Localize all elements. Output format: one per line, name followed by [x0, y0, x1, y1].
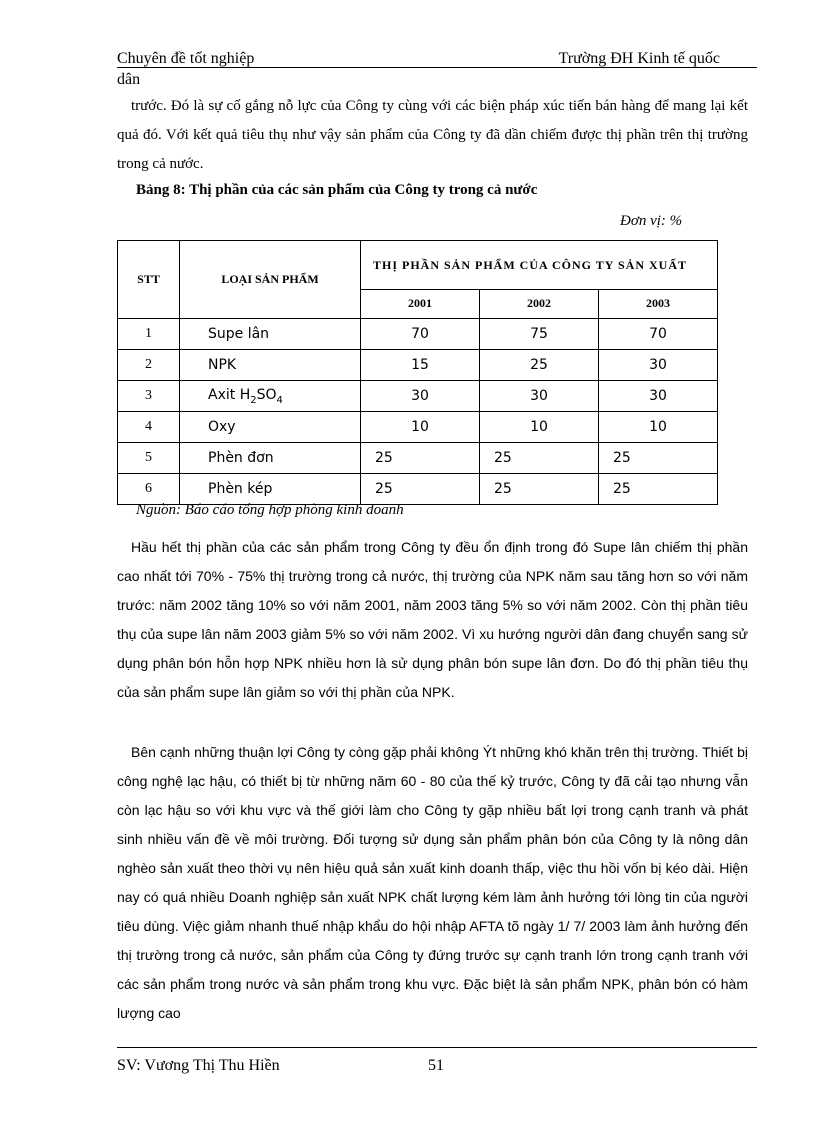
product-name-middle: SO — [256, 386, 277, 403]
table-row — [118, 474, 718, 505]
header-left-text: Chuyên đề tốt nghiệp — [117, 50, 255, 67]
product-name-subscript: 4 — [276, 394, 283, 406]
page-number: 51 — [428, 1057, 444, 1074]
year-header: 2002 — [479, 289, 598, 318]
cell-value: 25 — [479, 350, 598, 381]
cell-value: 70 — [361, 319, 480, 350]
cell-value: 10 — [361, 412, 480, 443]
table-row — [118, 319, 718, 350]
cell-value: 75 — [479, 319, 598, 350]
year-header: 2001 — [361, 289, 480, 318]
table-source: Nguồn: Báo cáo tổng hợp phòng kinh doanh — [136, 502, 404, 518]
table-header-row — [118, 241, 718, 290]
cell-product — [180, 381, 361, 412]
table-row — [118, 381, 718, 412]
table-title: Bảng 8: Thị phần của các sản phẩm của Công ty trong cả nước — [136, 182, 538, 198]
col-group-header: THỊ PHẦN SẢN PHẨM CỦA CÔNG TY SẢN XUẤT — [361, 241, 718, 290]
cell-value: 10 — [479, 412, 598, 443]
cell-stt: 6 — [118, 474, 180, 505]
header-rule — [117, 67, 757, 68]
cell-product: Supe lân — [180, 319, 361, 350]
table-row — [118, 412, 718, 443]
cell-value: 30 — [479, 381, 598, 412]
market-share-table — [117, 240, 718, 505]
col-product-header: LOẠI SẢN PHẨM — [180, 241, 361, 319]
table-row — [118, 443, 718, 474]
cell-value: 10 — [598, 412, 717, 443]
cell-stt: 2 — [118, 350, 180, 381]
cell-stt: 1 — [118, 319, 180, 350]
cell-value: 70 — [598, 319, 717, 350]
cell-value: 25 — [479, 443, 598, 474]
cell-value: 30 — [361, 381, 480, 412]
footer-rule — [117, 1047, 757, 1048]
paragraph-1: trước. Đó là sự cố gắng nỗ lực của Công ty cùng với các biện pháp xúc tiến bán hàng để mang lại kết quả đó. Với kết quả tiêu thụ như vậy sản phẩm của Công ty đã dần chiếm được thị phần trên thị trường trong cả nước. — [117, 98, 748, 172]
col-stt-header: STT — [118, 241, 180, 319]
product-name-prefix: Axit H — [208, 386, 251, 403]
cell-value: 25 — [361, 443, 480, 474]
cell-value: 15 — [361, 350, 480, 381]
cell-value: 30 — [598, 350, 717, 381]
paragraph-2: Hầu hết thị phần của các sản phẩm trong Công ty đều ổn định trong đó Supe lân chiếm thị phần cao nhất tới 70% - 75% thị trường trong cả nước, thị trường của NPK năm sau tăng hơn so với năm trước: năm 2002 tăng 10% so với năm 2001, năm 2003 tăng 5% so với năm 2002. Còn thị phần tiêu thụ của supe lân năm 2003 giảm 5% so với năm 2002. Vì xu hướng người dân đang chuyển sang sử dụng phân bón hỗn hợp NPK nhiều hơn là sử dụng phân bón supe lân đơn. Do đó thị phần tiêu thụ của sản phẩm supe lân giảm so với thị phần của NPK. — [117, 539, 748, 700]
cell-product: Phèn kép — [180, 474, 361, 505]
cell-value: 25 — [598, 443, 717, 474]
table-row — [118, 350, 718, 381]
cell-value: 25 — [479, 474, 598, 505]
header-continuation: dân — [117, 71, 141, 88]
product-name-subscript: 2 — [250, 394, 257, 406]
cell-value: 25 — [361, 474, 480, 505]
year-header: 2003 — [598, 289, 717, 318]
cell-stt: 3 — [118, 381, 180, 412]
cell-product: NPK — [180, 350, 361, 381]
cell-stt: 4 — [118, 412, 180, 443]
header-right-text: Trường ĐH Kinh tế quốc — [558, 50, 720, 67]
cell-value: 30 — [598, 381, 717, 412]
cell-value: 25 — [598, 474, 717, 505]
footer-author: SV: Vương Thị Thu Hiền — [117, 1057, 280, 1074]
table-unit: Đơn vị: % — [620, 213, 683, 229]
cell-product: Oxy — [180, 412, 361, 443]
cell-stt: 5 — [118, 443, 180, 474]
paragraph-3: Bên cạnh những thuận lợi Công ty còng gặp phải không Ýt những khó khăn trên thị trường. Thiết bị công nghệ lạc hậu, có thiết bị từ những năm 60 - 80 của thế kỷ trước, Công ty đã cải tạo nhưng vẫn còn lạc hậu so với khu vực và thế giới làm cho Công ty gặp nhiều bất lợi trong cạnh tranh và phát sinh nhiều vấn đề về môi trường. Đối tượng sử dụng sản phẩm phân bón của Công ty là nông dân nghèo sản xuất theo thời vụ nên hiệu quả sản xuất kinh doanh thấp, việc thu hồi vốn bị kéo dài. Hiện nay có quá nhiều Doanh nghiệp sản xuất NPK chất lượng kém làm ảnh hưởng tới lòng tin của người tiêu dùng. Việc giảm nhanh thuế nhập khẩu do hội nhập AFTA tõ ngày 1/ 7/ 2003 làm ảnh hưởng đến thị trường trong cả nước, sản phẩm của Công ty đứng trước sự cạnh tranh lớn trong cạnh tranh với các sản phẩm trong nước và sản phẩm trong khu vực. Đặc biệt là sản phẩm NPK, phân bón có hàm lượng cao — [117, 744, 748, 1021]
cell-product: Phèn đơn — [180, 443, 361, 474]
